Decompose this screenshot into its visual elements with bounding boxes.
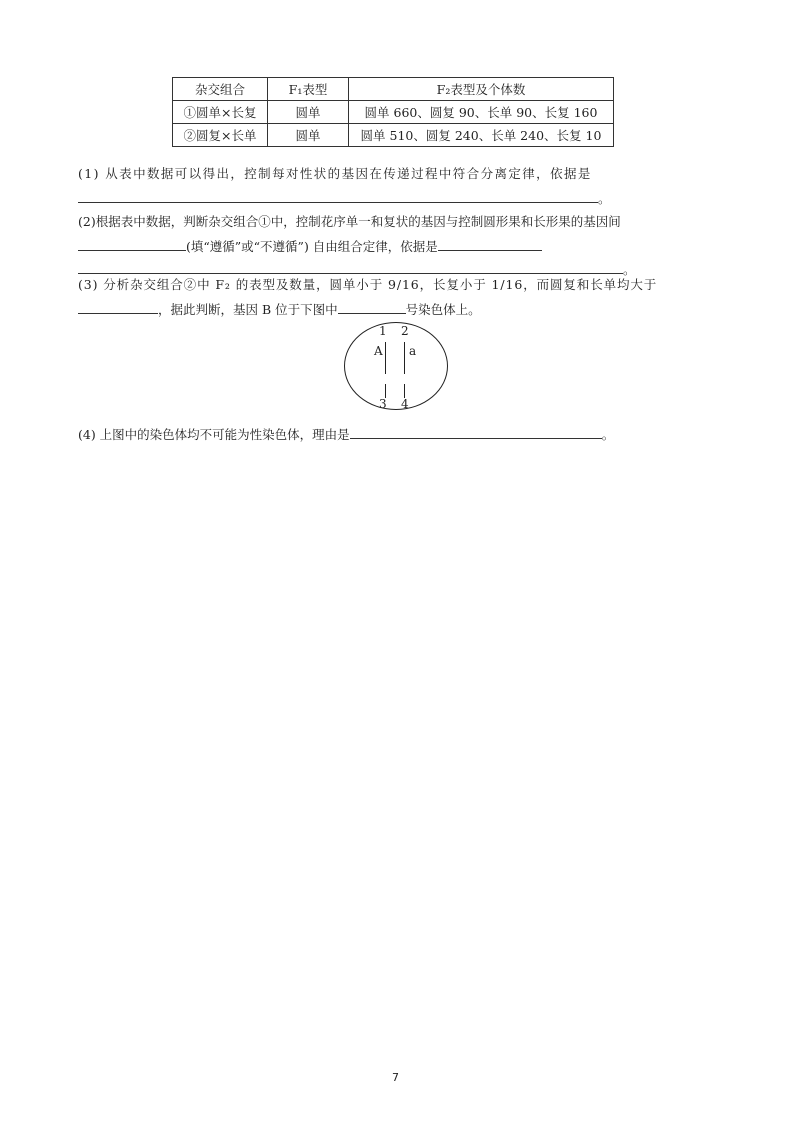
answer-blank-q2-b[interactable] bbox=[438, 238, 542, 251]
answer-blank-q1[interactable] bbox=[78, 190, 598, 203]
question-1-line-2: 。 bbox=[78, 190, 611, 207]
label-3: 3 bbox=[379, 397, 387, 411]
chromosome-diagram bbox=[344, 322, 448, 410]
page-number: 7 bbox=[392, 1071, 399, 1084]
question-2-line-3: 。 bbox=[78, 261, 636, 278]
answer-blank-q3-a[interactable] bbox=[78, 301, 158, 314]
table-cell: ①圆单×长复 bbox=[173, 101, 268, 124]
chromosome-2-lower bbox=[404, 384, 405, 398]
table-row bbox=[173, 124, 614, 147]
label-4: 4 bbox=[401, 397, 409, 411]
answer-blank-q3-b[interactable] bbox=[338, 301, 406, 314]
question-2-line-2: (填“遵循”或“不遵循”) 自由组合定律，依据是 bbox=[78, 238, 542, 255]
chromosome-2-upper bbox=[404, 342, 405, 374]
answer-blank-q2-a[interactable] bbox=[78, 238, 186, 251]
table-cell: 圆单 510、圆复 240、长单 240、长复 10 bbox=[349, 124, 614, 147]
cross-results-table bbox=[172, 77, 614, 147]
question-3-line-2: ，据此判断，基因 B 位于下图中 号染色体上。 bbox=[78, 301, 481, 318]
header-f2: F₂表型及个体数 bbox=[349, 78, 614, 101]
question-3-line-1: (3) 分析杂交组合②中 F₂ 的表型及数量，圆单小于 9/16，长复小于 1/16，而圆复和长单均大于 bbox=[78, 277, 658, 292]
question-1-line-1: (1) 从表中数据可以得出，控制每对性状的基因在传递过程中符合分离定律，依据是 bbox=[78, 166, 592, 181]
label-gene-A: A bbox=[374, 344, 383, 358]
label-gene-a: a bbox=[409, 344, 417, 358]
table-cell: 圆单 660、圆复 90、长单 90、长复 160 bbox=[349, 101, 614, 124]
table-cell: ②圆复×长单 bbox=[173, 124, 268, 147]
chromosome-1-lower bbox=[385, 384, 386, 398]
chromosome-1-upper bbox=[385, 342, 386, 374]
question-2-line-1: (2)根据表中数据，判断杂交组合①中，控制花序单一和复状的基因与控制圆形果和长形果的基因间 bbox=[78, 214, 621, 229]
label-1: 1 bbox=[379, 324, 387, 338]
table-header-row bbox=[173, 78, 614, 101]
question-4-line-1: (4) 上图中的染色体均不可能为性染色体，理由是 。 bbox=[78, 427, 615, 442]
table-row bbox=[173, 101, 614, 124]
cell-circle bbox=[344, 322, 448, 410]
header-f1: F₁表型 bbox=[268, 78, 349, 101]
label-2: 2 bbox=[401, 324, 409, 338]
table-cell: 圆单 bbox=[268, 124, 349, 147]
answer-blank-q2-c[interactable] bbox=[78, 261, 623, 274]
table-cell: 圆单 bbox=[268, 101, 349, 124]
answer-blank-q4[interactable] bbox=[350, 426, 602, 439]
header-cross: 杂交组合 bbox=[173, 78, 268, 101]
